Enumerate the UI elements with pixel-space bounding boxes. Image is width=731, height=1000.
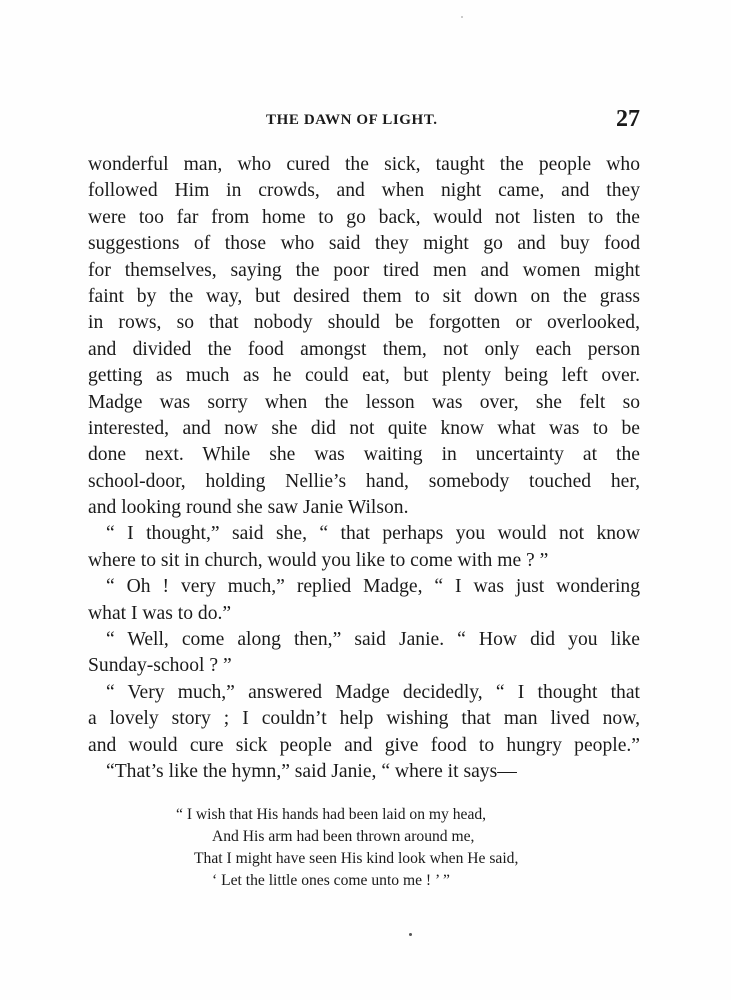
hymn-line: “ I wish that His hands had been laid on my head, — [176, 806, 487, 823]
running-title: THE DAWN OF LIGHT. — [266, 112, 438, 128]
hymn-line: ‘ Let the little ones come unto me ! ’ ” — [212, 872, 450, 889]
text-line: and would cure sick people and give food to hungry people.” — [88, 734, 640, 756]
text-line: and looking round she saw Janie Wilson. — [88, 497, 409, 519]
text-line: where to sit in church, would you like to come with me ? ” — [88, 549, 549, 571]
text-line: “ Well, come along then,” said Janie. “ How did you like — [106, 629, 640, 651]
text-line: suggestions of those who said they might go and buy food — [88, 233, 640, 255]
text-line: done next. While she was waiting in uncertainty at the — [88, 444, 640, 466]
text-line: “ Very much,” answered Madge decidedly, “ I thought that — [106, 681, 640, 703]
text-line: school-door, holding Nellie’s hand, somebody touched her, — [88, 470, 640, 492]
text-line: faint by the way, but desired them to sit down on the grass — [88, 285, 640, 307]
page-header — [88, 106, 640, 136]
text-line: followed Him in crowds, and when night came, and they — [88, 180, 640, 202]
text-line: wonderful man, who cured the sick, taught the people who — [88, 154, 640, 175]
hymn-quote — [176, 804, 518, 892]
text-line: for themselves, saying the poor tired men and women might — [88, 259, 640, 281]
page-number: 27 — [616, 106, 640, 132]
paper-speck — [409, 933, 412, 936]
hymn-line: And His arm had been thrown around me, — [212, 828, 475, 845]
text-line: interested, and now she did not quite know what was to be — [88, 417, 640, 439]
text-line: in rows, so that nobody should be forgotten or overlooked, — [88, 312, 640, 334]
paper-speck — [461, 16, 463, 18]
text-line: Sunday-school ? ” — [88, 655, 232, 677]
text-line: getting as much as he could eat, but plenty being left over. — [88, 365, 640, 387]
text-line: were too far from home to go back, would not listen to the — [88, 206, 640, 228]
text-line: “ I thought,” said she, “ that perhaps you would not know — [106, 523, 640, 545]
hymn-line: That I might have seen His kind look when He said, — [194, 850, 519, 867]
body-text — [88, 152, 640, 785]
text-line: Madge was sorry when the lesson was over, she felt so — [88, 391, 640, 413]
text-line: what I was to do.” — [88, 602, 232, 624]
text-line: a lovely story ; I couldn’t help wishing that man lived now, — [88, 708, 640, 730]
text-line: “That’s like the hymn,” said Janie, “ where it says— — [106, 760, 517, 782]
text-line: “ Oh ! very much,” replied Madge, “ I was just wondering — [106, 576, 640, 598]
text-line: and divided the food amongst them, not only each person — [88, 338, 640, 360]
